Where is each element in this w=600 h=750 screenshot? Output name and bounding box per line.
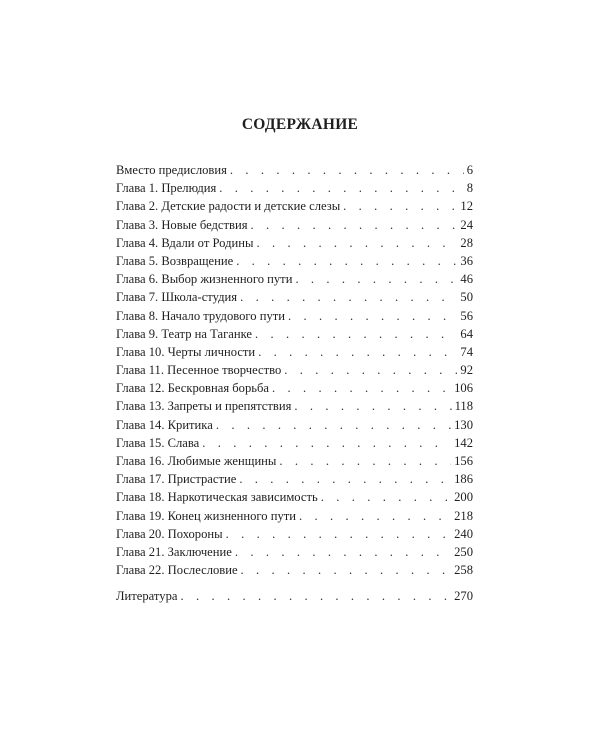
toc-entry-page: 6 [466,163,473,177]
toc-entry-label: Глава 4. Вдали от Родины [116,235,254,250]
toc-entry-bibliography [116,587,473,605]
toc-entry-page: 28 [460,235,473,250]
toc-entry [116,161,473,179]
toc-entry [116,452,473,470]
toc-entry-label: Глава 13. Запреты и препятствия [116,399,292,414]
dot-leader [235,543,451,561]
toc-entry-label: Глава 16. Любимые женщины [116,454,277,468]
dot-leader [256,234,457,252]
toc-entry-label: Глава 6. Выбор жизненного пути [116,272,293,287]
toc-entry-label: Глава 8. Начало трудового пути [116,308,285,323]
dot-leader [202,434,451,452]
toc-entry [116,379,473,397]
toc-entry-page: 8 [466,181,473,196]
toc-entry-page: 270 [454,589,473,604]
toc-entry-page: 24 [460,217,473,232]
dot-leader [321,488,451,506]
dot-leader [239,470,451,488]
dot-leader [236,252,457,270]
toc-entry [116,343,473,361]
toc-entry [116,288,473,306]
toc-entry-label: Глава 17. Пристрастие [116,472,237,487]
toc-entry-label: Глава 9. Театр на Таганке [116,326,252,341]
toc-entry-label: Глава 10. Черты личности [116,344,256,359]
toc-entry [116,434,473,452]
toc-entry [116,543,473,561]
toc-entry [116,307,473,325]
dot-leader [241,561,452,579]
toc-entry-label: Глава 15. Слава [116,435,200,450]
toc-entry-page: 46 [460,272,473,287]
dot-leader [180,587,451,605]
dot-leader [284,361,457,379]
toc-entry [116,252,473,270]
toc-entry [116,561,473,579]
toc-entry-page: 240 [454,526,473,541]
toc-entry-label: Глава 3. Новые бедствия [116,217,248,232]
toc-entry-page: 36 [460,253,473,268]
toc-entry [116,325,473,343]
table-of-contents [116,161,473,606]
toc-entry [116,507,473,525]
toc-entry-page: 118 [454,399,473,414]
toc-entry-page: 156 [454,454,473,468]
toc-entry-page: 186 [454,472,473,487]
toc-entry-label: Вместо предисловия [116,163,227,177]
dot-leader [343,197,457,215]
dot-leader [288,307,457,325]
dot-leader [299,507,451,525]
toc-entry-page: 56 [460,308,473,323]
toc-entry-page: 218 [454,508,473,523]
toc-entry-page: 50 [460,290,473,305]
toc-entry-label: Глава 21. Заключение [116,544,232,559]
dot-leader [240,288,457,306]
toc-entry-page: 74 [460,344,473,359]
toc-entry-label: Глава 22. Послесловие [116,563,238,578]
toc-entry-label: Глава 12. Бескровная борьба [116,381,270,396]
toc-entry [116,416,473,434]
dot-leader [251,216,458,234]
dot-leader [295,270,457,288]
page-title: СОДЕРЖАНИЕ [241,116,359,133]
dot-leader [255,325,457,343]
dot-leader [219,179,463,197]
toc-entry-page: 142 [454,435,473,450]
toc-entry-label: Глава 19. Конец жизненного пути [116,508,297,523]
toc-entry-label: Глава 5. Возвращение [116,253,234,268]
dot-leader [294,397,451,415]
toc-entry [116,179,473,197]
toc-entry [116,470,473,488]
toc-entry [116,234,473,252]
toc-entry-page: 12 [460,199,473,214]
toc-entry [116,270,473,288]
toc-entry-page: 258 [454,563,473,578]
dot-leader [216,416,451,434]
toc-entry-label: Глава 18. Наркотическая зависимость [116,490,318,505]
toc-entry-label: Глава 2. Детские радости и детские слезы [116,199,341,214]
toc-entry-page: 92 [460,363,473,378]
toc-entry-page: 64 [460,326,473,341]
dot-leader [258,343,457,361]
toc-entry [116,397,473,415]
dot-leader [279,452,451,470]
toc-entry-page: 106 [454,381,473,396]
toc-entry-page: 130 [454,417,473,432]
toc-entry-page: 250 [454,544,473,559]
dot-leader [272,379,451,397]
toc-entry-label: Глава 7. Школа-студия [116,290,238,305]
toc-entry [116,216,473,234]
dot-leader [230,161,464,179]
toc-entry-label: Глава 14. Критика [116,417,213,432]
toc-entry-page: 200 [454,490,473,505]
toc-entry [116,197,473,215]
toc-entry [116,525,473,543]
toc-entry-label: Литература [116,589,178,604]
toc-entry-label: Глава 11. Песенное творчество [116,363,282,378]
toc-entry [116,488,473,506]
toc-entry [116,361,473,379]
dot-leader [226,525,452,543]
toc-entry-label: Глава 20. Похороны [116,526,223,541]
toc-entry-label: Глава 1. Прелюдия [116,181,217,196]
